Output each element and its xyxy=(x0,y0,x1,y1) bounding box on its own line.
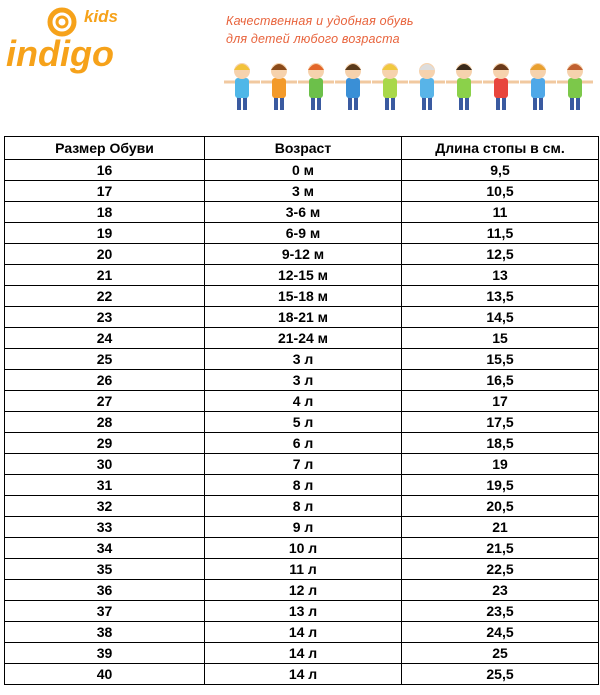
table-row xyxy=(5,601,599,622)
cell-age: 14 л xyxy=(205,664,402,685)
cell-foot-length: 22,5 xyxy=(402,559,599,580)
cell-age: 15-18 м xyxy=(205,286,402,307)
cell-foot-length: 13,5 xyxy=(402,286,599,307)
cell-age: 13 л xyxy=(205,601,402,622)
cell-age: 14 л xyxy=(205,643,402,664)
header-size: Размер Обуви xyxy=(5,137,205,160)
cell-size: 28 xyxy=(5,412,205,433)
cell-size: 22 xyxy=(5,286,205,307)
cell-size: 30 xyxy=(5,454,205,475)
cell-age: 7 л xyxy=(205,454,402,475)
cell-foot-length: 23 xyxy=(402,580,599,601)
cell-foot-length: 15,5 xyxy=(402,349,599,370)
cell-foot-length: 17,5 xyxy=(402,412,599,433)
cell-size: 37 xyxy=(5,601,205,622)
table-row xyxy=(5,202,599,223)
table-row xyxy=(5,349,599,370)
header-foot-length: Длина стопы в см. xyxy=(402,137,599,160)
cell-foot-length: 11 xyxy=(402,202,599,223)
table-row xyxy=(5,433,599,454)
cell-age: 4 л xyxy=(205,391,402,412)
child-figure xyxy=(261,63,297,110)
table-row xyxy=(5,580,599,601)
cell-age: 21-24 м xyxy=(205,328,402,349)
page-header xyxy=(0,0,600,130)
table-row xyxy=(5,664,599,685)
table-row xyxy=(5,454,599,475)
child-figure xyxy=(446,63,482,110)
child-figure xyxy=(483,63,519,110)
tagline-line-2: для детей любого возраста xyxy=(226,32,400,46)
table-row xyxy=(5,328,599,349)
table-row xyxy=(5,181,599,202)
cell-size: 25 xyxy=(5,349,205,370)
cell-age: 3 л xyxy=(205,370,402,391)
cell-foot-length: 14,5 xyxy=(402,307,599,328)
table-row xyxy=(5,223,599,244)
cell-size: 16 xyxy=(5,160,205,181)
child-figure xyxy=(520,63,556,110)
cell-size: 29 xyxy=(5,433,205,454)
cell-foot-length: 24,5 xyxy=(402,622,599,643)
table-row xyxy=(5,265,599,286)
table-row xyxy=(5,370,599,391)
cell-size: 36 xyxy=(5,580,205,601)
table-row xyxy=(5,412,599,433)
cell-foot-length: 10,5 xyxy=(402,181,599,202)
indigo-kids-logo-icon xyxy=(0,0,150,90)
table-row xyxy=(5,496,599,517)
table-row xyxy=(5,244,599,265)
cell-age: 14 л xyxy=(205,622,402,643)
table-row xyxy=(5,160,599,181)
cell-foot-length: 21 xyxy=(402,517,599,538)
header-age: Возраст xyxy=(205,137,402,160)
cell-size: 27 xyxy=(5,391,205,412)
cell-foot-length: 25 xyxy=(402,643,599,664)
cell-size: 23 xyxy=(5,307,205,328)
cell-size: 38 xyxy=(5,622,205,643)
cell-age: 11 л xyxy=(205,559,402,580)
kids-illustration xyxy=(224,60,596,114)
cell-foot-length: 15 xyxy=(402,328,599,349)
cell-age: 12-15 м xyxy=(205,265,402,286)
children-holding-hands-icon xyxy=(224,60,596,114)
cell-size: 21 xyxy=(5,265,205,286)
child-figure xyxy=(224,63,260,110)
cell-age: 6-9 м xyxy=(205,223,402,244)
cell-size: 39 xyxy=(5,643,205,664)
cell-foot-length: 12,5 xyxy=(402,244,599,265)
cell-age: 8 л xyxy=(205,475,402,496)
child-figure xyxy=(298,63,334,110)
cell-size: 18 xyxy=(5,202,205,223)
cell-size: 35 xyxy=(5,559,205,580)
table-row xyxy=(5,559,599,580)
cell-foot-length: 19 xyxy=(402,454,599,475)
table-row xyxy=(5,391,599,412)
cell-size: 24 xyxy=(5,328,205,349)
cell-foot-length: 18,5 xyxy=(402,433,599,454)
cell-foot-length: 17 xyxy=(402,391,599,412)
cell-foot-length: 9,5 xyxy=(402,160,599,181)
cell-age: 12 л xyxy=(205,580,402,601)
cell-size: 34 xyxy=(5,538,205,559)
cell-size: 17 xyxy=(5,181,205,202)
cell-age: 3 м xyxy=(205,181,402,202)
cell-age: 18-21 м xyxy=(205,307,402,328)
child-figure xyxy=(335,63,371,110)
cell-size: 33 xyxy=(5,517,205,538)
cell-foot-length: 19,5 xyxy=(402,475,599,496)
cell-age: 3-6 м xyxy=(205,202,402,223)
cell-foot-length: 20,5 xyxy=(402,496,599,517)
table-header-row xyxy=(5,137,599,160)
child-figure xyxy=(372,63,408,110)
cell-size: 26 xyxy=(5,370,205,391)
cell-age: 5 л xyxy=(205,412,402,433)
cell-age: 9-12 м xyxy=(205,244,402,265)
table-row xyxy=(5,643,599,664)
cell-foot-length: 25,5 xyxy=(402,664,599,685)
cell-size: 19 xyxy=(5,223,205,244)
cell-foot-length: 11,5 xyxy=(402,223,599,244)
cell-size: 32 xyxy=(5,496,205,517)
logo-indigo-text: indigo xyxy=(6,33,114,74)
cell-size: 31 xyxy=(5,475,205,496)
table-row xyxy=(5,286,599,307)
cell-size: 40 xyxy=(5,664,205,685)
table-row xyxy=(5,622,599,643)
cell-foot-length: 16,5 xyxy=(402,370,599,391)
cell-age: 8 л xyxy=(205,496,402,517)
cell-foot-length: 21,5 xyxy=(402,538,599,559)
tagline-line-1: Качественная и удобная обувь xyxy=(226,14,414,28)
child-figure xyxy=(557,63,593,110)
table-row xyxy=(5,538,599,559)
logo-kids-text: kids xyxy=(84,7,119,26)
cell-foot-length: 13 xyxy=(402,265,599,286)
cell-age: 3 л xyxy=(205,349,402,370)
cell-age: 10 л xyxy=(205,538,402,559)
table-row xyxy=(5,307,599,328)
cell-age: 9 л xyxy=(205,517,402,538)
table-row xyxy=(5,475,599,496)
cell-size: 20 xyxy=(5,244,205,265)
child-figure xyxy=(409,63,445,110)
cell-age: 6 л xyxy=(205,433,402,454)
cell-foot-length: 23,5 xyxy=(402,601,599,622)
size-chart-table xyxy=(4,136,599,685)
brand-logo xyxy=(0,0,150,90)
cell-age: 0 м xyxy=(205,160,402,181)
table-row xyxy=(5,517,599,538)
